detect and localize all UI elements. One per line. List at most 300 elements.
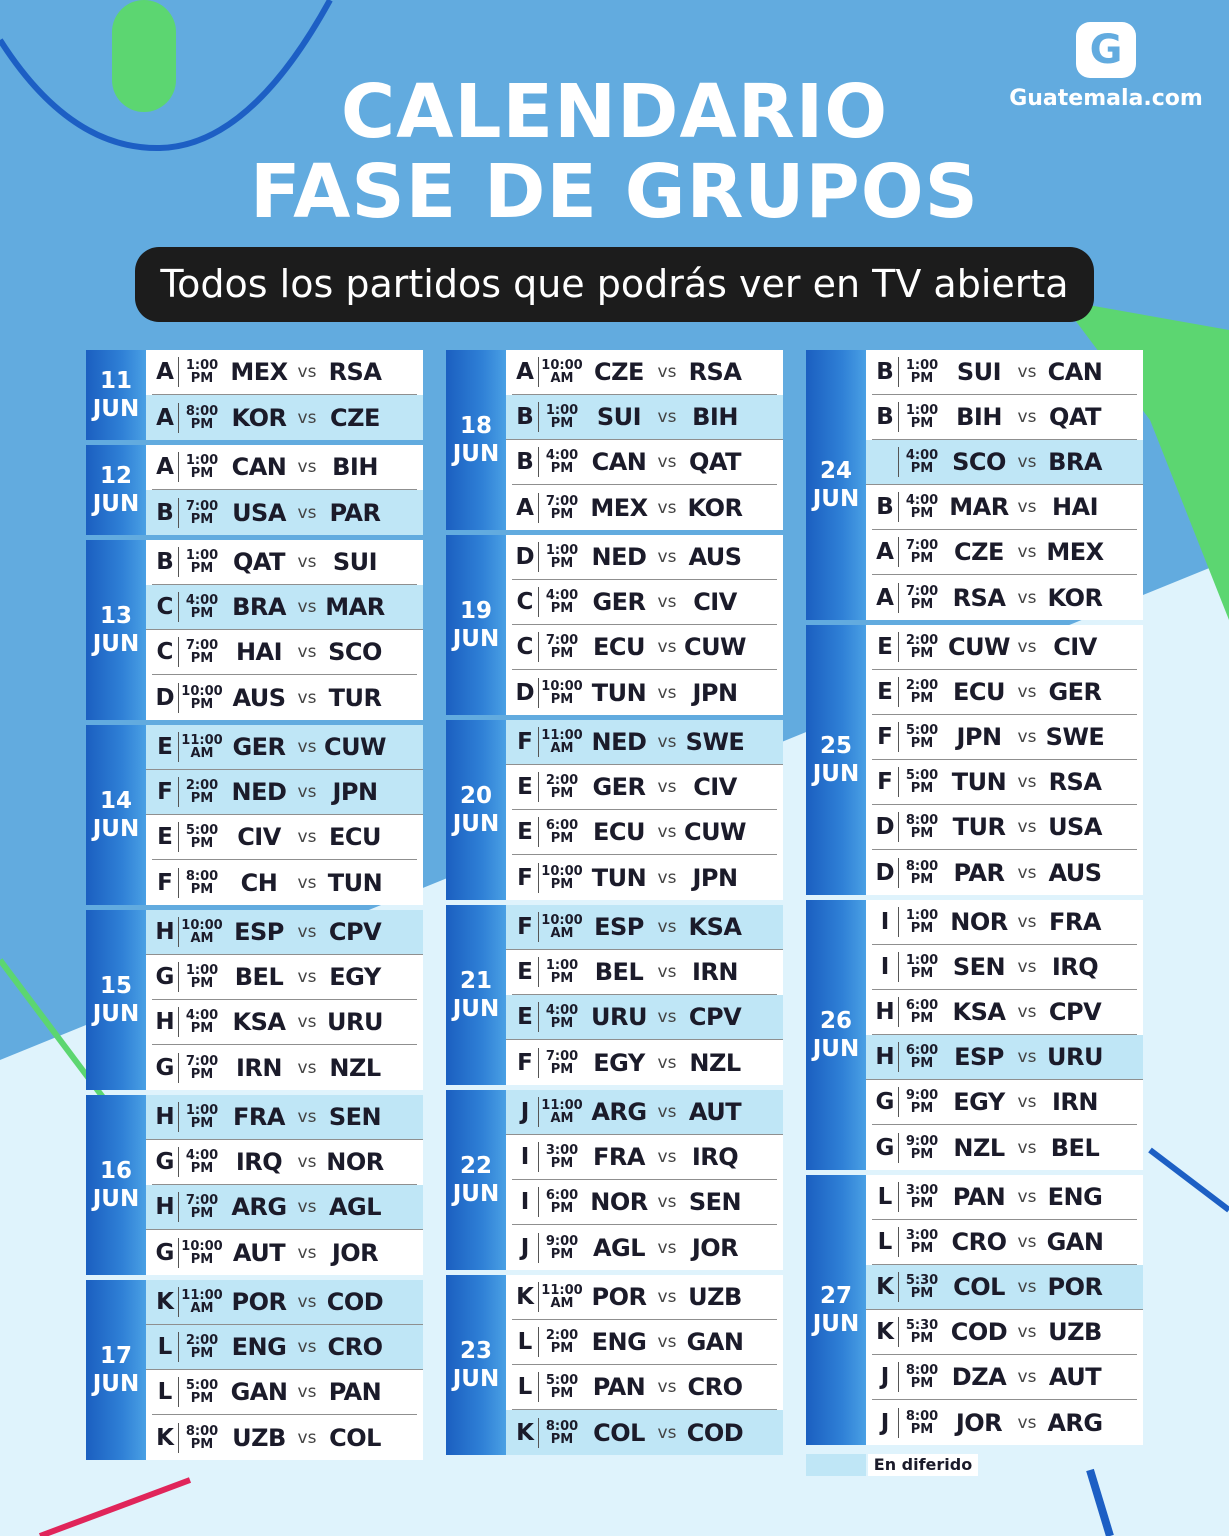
match-row (872, 900, 1137, 945)
match-row (152, 1045, 417, 1090)
time-ampm: PM (190, 606, 214, 621)
match-list (866, 625, 1143, 895)
match-row (512, 485, 777, 530)
time-ampm: PM (550, 646, 574, 661)
time-hour: 6:00 (905, 998, 939, 1013)
match-time (899, 814, 945, 840)
group-letter: A (156, 404, 174, 431)
match-list (866, 900, 1143, 1170)
away-team: CPV (328, 918, 382, 946)
time-ampm: PM (550, 971, 574, 986)
date-day: 23 (459, 1338, 492, 1364)
away-team: NZL (329, 1053, 381, 1082)
time-ampm: PM (550, 1201, 574, 1216)
time-ampm: PM (550, 691, 574, 707)
day-block (86, 910, 423, 1090)
away-team: QAT (689, 448, 741, 476)
group-letter: F (157, 869, 173, 896)
vs-label: vs (297, 782, 317, 802)
match-list (146, 540, 423, 720)
match-row (146, 910, 423, 955)
match-time (899, 1135, 945, 1161)
time-hour: 6:00 (545, 1188, 579, 1203)
time-hour: 8:00 (185, 868, 219, 884)
date-box (806, 1175, 866, 1445)
match-time (899, 449, 945, 475)
time-ampm: AM (190, 1301, 214, 1316)
home-team: CUW (947, 633, 1011, 661)
day-block (806, 625, 1143, 895)
time-ampm: PM (190, 1161, 214, 1176)
match-time (179, 1055, 225, 1081)
home-team: CH (240, 868, 278, 897)
away-team: JPN (692, 863, 738, 892)
time-ampm: PM (910, 1241, 934, 1256)
vs-label: vs (657, 962, 677, 982)
match-row (872, 945, 1137, 990)
home-team: NED (591, 728, 647, 756)
group-letter: H (155, 1104, 175, 1130)
time-hour: 7:00 (185, 1053, 219, 1069)
time-hour: 2:00 (905, 678, 939, 693)
away-team: IRN (1052, 1088, 1098, 1116)
vs-label: vs (1017, 817, 1037, 837)
time-ampm: PM (910, 1101, 934, 1116)
match-time (899, 1319, 945, 1345)
day-block (446, 1090, 783, 1270)
match-row (512, 765, 777, 810)
time-hour: 10:00 (181, 1238, 223, 1254)
group-letter: B (876, 404, 894, 430)
match-list (146, 350, 423, 440)
vs-label: vs (297, 642, 317, 662)
away-team: AGL (328, 1193, 382, 1221)
time-ampm: PM (910, 826, 934, 841)
match-time (899, 679, 945, 705)
match-row (512, 625, 777, 670)
date-month: JUN (92, 1001, 140, 1027)
match-time (179, 1334, 225, 1360)
home-team: EGY (593, 1048, 645, 1077)
group-letter: A (516, 494, 534, 521)
home-team: FRA (593, 1143, 645, 1171)
time-hour: 2:00 (185, 778, 219, 793)
home-team: PAN (952, 1183, 1006, 1211)
group-letter: E (877, 679, 893, 705)
time-ampm: PM (550, 1061, 574, 1077)
time-ampm: AM (550, 1296, 574, 1311)
match-list (146, 1280, 423, 1460)
time-ampm: PM (550, 556, 574, 571)
away-team: AUT (1048, 1363, 1102, 1391)
time-ampm: PM (550, 831, 574, 846)
away-team: CIV (693, 588, 737, 616)
match-row (152, 955, 417, 1000)
vs-label: vs (657, 452, 677, 472)
home-team: NOR (950, 908, 1008, 936)
away-team: COD (686, 1418, 744, 1447)
date-box (446, 350, 506, 530)
time-ampm: PM (190, 1021, 214, 1036)
home-team: ENG (231, 1333, 287, 1361)
group-letter: F (157, 779, 173, 805)
home-team: JPN (956, 723, 1002, 751)
group-letter: G (875, 1134, 895, 1161)
time-hour: 4:00 (545, 588, 579, 603)
vs-label: vs (657, 1192, 677, 1212)
date-month: JUN (812, 1036, 860, 1062)
home-team: BEL (594, 958, 644, 986)
time-hour: 1:00 (545, 403, 579, 418)
vs-label: vs (1017, 1092, 1037, 1112)
away-team: MAR (325, 593, 385, 621)
match-time (899, 954, 945, 980)
time-hour: 1:00 (185, 963, 219, 978)
group-letter: E (877, 634, 893, 660)
match-row (866, 1265, 1143, 1310)
home-team: GAN (230, 1378, 288, 1406)
home-team: ESP (954, 1043, 1004, 1071)
time-hour: 7:00 (185, 1193, 219, 1208)
match-time (179, 1194, 225, 1220)
vs-label: vs (297, 1197, 317, 1217)
match-time (179, 405, 225, 431)
match-row (872, 805, 1137, 850)
match-time (179, 870, 225, 896)
match-row (512, 1135, 777, 1180)
time-hour: 1:00 (545, 958, 579, 973)
match-time (899, 909, 945, 935)
away-team: CPV (1048, 998, 1102, 1026)
time-hour: 8:00 (545, 1418, 579, 1434)
home-team: MEX (230, 358, 288, 386)
vs-label: vs (1017, 1137, 1037, 1158)
match-row (512, 580, 777, 625)
match-row (872, 670, 1137, 715)
match-time (179, 359, 225, 385)
away-team: ARG (1047, 1408, 1103, 1437)
page-title-line2: FASE DE GRUPOS (250, 149, 979, 235)
match-time (539, 634, 585, 660)
away-team: NOR (326, 1148, 384, 1176)
match-list (146, 1095, 423, 1275)
match-row (872, 1175, 1137, 1220)
away-team: COL (329, 1423, 381, 1452)
vs-label: vs (1017, 497, 1037, 517)
vs-label: vs (297, 687, 317, 708)
vs-label: vs (1017, 1047, 1037, 1067)
match-row (512, 1320, 777, 1365)
group-letter: A (516, 359, 534, 385)
match-row (872, 485, 1137, 530)
match-list (506, 1090, 783, 1270)
home-team: IRN (236, 1053, 282, 1082)
time-ampm: PM (910, 1146, 934, 1162)
group-letter: B (156, 499, 174, 526)
vs-label: vs (657, 1007, 677, 1027)
time-hour: 11:00 (541, 728, 583, 743)
away-team: URU (1047, 1043, 1103, 1071)
group-letter: F (877, 724, 893, 750)
time-hour: 8:00 (905, 1363, 939, 1378)
home-team: IRQ (235, 1148, 283, 1176)
home-team: KOR (231, 403, 287, 432)
group-letter: D (875, 814, 895, 840)
away-team: AUS (1048, 858, 1102, 887)
time-ampm: PM (910, 371, 934, 386)
home-team: ESP (234, 918, 284, 946)
day-block (806, 350, 1143, 620)
home-team: QAT (233, 548, 285, 576)
time-hour: 4:00 (185, 1008, 219, 1023)
home-team: HAI (235, 638, 283, 666)
vs-label: vs (657, 867, 677, 888)
match-row (152, 445, 417, 490)
home-team: SUI (596, 403, 642, 431)
match-time (179, 1289, 225, 1315)
match-list (506, 535, 783, 715)
time-ampm: PM (910, 1331, 934, 1346)
date-box (86, 725, 146, 905)
vs-label: vs (1017, 452, 1037, 472)
home-team: AUS (232, 683, 286, 712)
home-team: TUN (591, 678, 647, 707)
match-row (512, 810, 777, 855)
match-time (899, 1184, 945, 1210)
match-row (146, 585, 423, 630)
vs-label: vs (297, 362, 317, 382)
home-team: ECU (593, 818, 645, 846)
date-month: JUN (452, 996, 500, 1022)
date-month: JUN (452, 811, 500, 837)
match-list (506, 905, 783, 1085)
away-team: RSA (1048, 768, 1102, 796)
date-day: 14 (99, 788, 132, 814)
match-row (872, 625, 1137, 670)
match-time (899, 404, 945, 430)
time-ampm: PM (190, 651, 214, 666)
match-time (539, 729, 585, 755)
time-hour: 5:30 (905, 1318, 939, 1333)
match-row (152, 1140, 417, 1185)
match-time (539, 495, 585, 521)
match-row (512, 350, 777, 395)
time-ampm: PM (550, 1156, 574, 1171)
logo-icon: G (1076, 22, 1136, 78)
group-letter: G (875, 1089, 895, 1115)
time-ampm: PM (550, 1341, 574, 1356)
match-row (506, 395, 783, 440)
group-letter: B (516, 449, 534, 475)
away-team: IRN (692, 958, 738, 986)
time-hour: 8:00 (905, 858, 939, 874)
day-block (446, 720, 783, 900)
match-time (179, 685, 225, 711)
match-row (146, 1095, 423, 1140)
day-block (806, 1175, 1143, 1445)
home-team: PAN (592, 1373, 646, 1401)
home-team: PAR (953, 858, 1005, 887)
match-time (539, 359, 585, 385)
match-time (899, 1044, 945, 1070)
match-time (179, 1379, 225, 1405)
away-team: HAI (1051, 493, 1099, 521)
match-row (866, 440, 1143, 485)
vs-label: vs (1017, 407, 1037, 427)
away-team: JOR (691, 1233, 739, 1262)
time-hour: 5:30 (905, 1273, 939, 1288)
group-letter: I (880, 909, 890, 935)
logo-text: Guatemala.com (1009, 86, 1203, 111)
time-hour: 1:00 (545, 543, 579, 558)
vs-label: vs (297, 1107, 317, 1127)
time-ampm: PM (190, 371, 214, 386)
match-row (506, 995, 783, 1040)
away-team: RSA (328, 358, 382, 386)
time-ampm: PM (190, 1116, 214, 1131)
away-team: EGY (329, 963, 381, 991)
home-team: GER (592, 588, 646, 616)
vs-label: vs (657, 682, 677, 703)
group-letter: A (156, 454, 174, 480)
time-hour: 5:00 (545, 1373, 579, 1388)
match-row (146, 1280, 423, 1325)
day-block (446, 905, 783, 1085)
group-letter: K (516, 1419, 534, 1446)
vs-label: vs (657, 1332, 677, 1352)
day-block (806, 900, 1143, 1170)
group-letter: F (517, 729, 533, 755)
vs-label: vs (657, 1377, 677, 1397)
time-hour: 9:00 (905, 1088, 939, 1103)
away-team: PAR (329, 498, 381, 527)
time-ampm: PM (910, 781, 934, 796)
match-list (506, 720, 783, 900)
day-block (86, 540, 423, 720)
match-row (872, 1355, 1137, 1400)
away-team: SEN (328, 1103, 382, 1131)
date-day: 25 (819, 733, 852, 759)
time-ampm: PM (190, 1251, 214, 1267)
match-time (539, 1329, 585, 1355)
match-row (146, 770, 423, 815)
home-team: CAN (231, 453, 287, 481)
away-team: IRQ (1051, 953, 1099, 981)
group-letter: G (155, 964, 175, 990)
date-month: JUN (92, 1371, 140, 1397)
group-letter: E (517, 1004, 533, 1030)
time-ampm: PM (550, 1246, 574, 1262)
match-row (152, 350, 417, 395)
away-team: PAN (328, 1378, 382, 1406)
match-time (899, 1229, 945, 1255)
home-team: KSA (232, 1008, 286, 1036)
match-row (152, 675, 417, 720)
time-ampm: PM (190, 1391, 214, 1406)
vs-label: vs (297, 1427, 317, 1448)
time-ampm: PM (550, 1016, 574, 1031)
home-team: URU (591, 1003, 647, 1031)
match-row (512, 670, 777, 715)
time-ampm: PM (550, 876, 574, 892)
group-letter: B (876, 494, 894, 520)
match-time (899, 1089, 945, 1115)
away-team: KOR (687, 493, 743, 522)
date-month: JUN (812, 761, 860, 787)
match-time (539, 680, 585, 706)
home-team: TUR (952, 813, 1006, 841)
match-time (899, 359, 945, 385)
match-row (146, 490, 423, 535)
away-team: GAN (1046, 1228, 1104, 1256)
match-time (539, 1420, 585, 1446)
home-team: SCO (952, 448, 1006, 476)
match-time (539, 1050, 585, 1076)
group-letter: E (517, 819, 533, 845)
vs-label: vs (297, 737, 317, 757)
away-team: CRO (687, 1373, 743, 1401)
away-team: IRQ (691, 1143, 739, 1171)
group-letter: D (515, 544, 535, 570)
time-hour: 1:00 (905, 358, 939, 373)
home-team: ESP (594, 913, 644, 941)
group-letter: B (876, 359, 894, 385)
group-letter: L (157, 1379, 173, 1405)
group-letter: C (156, 639, 174, 665)
away-team: KOR (1047, 583, 1103, 612)
home-team: ARG (231, 1193, 287, 1221)
match-time (539, 1374, 585, 1400)
group-letter: K (876, 1319, 894, 1345)
legend-swatch (806, 1454, 866, 1476)
vs-label: vs (657, 1237, 677, 1258)
time-ampm: PM (550, 1386, 574, 1401)
match-row (512, 950, 777, 995)
time-hour: 1:00 (905, 403, 939, 418)
match-row (146, 1325, 423, 1370)
date-day: 12 (99, 463, 132, 489)
vs-label: vs (297, 1057, 317, 1078)
time-hour: 5:00 (905, 723, 939, 738)
match-time (539, 1284, 585, 1310)
date-month: JUN (92, 491, 140, 517)
home-team: NZL (953, 1133, 1005, 1162)
group-letter: C (516, 589, 534, 615)
time-hour: 2:00 (545, 1328, 579, 1343)
vs-label: vs (297, 1242, 317, 1263)
time-hour: 4:00 (545, 448, 579, 463)
match-row (872, 715, 1137, 760)
home-team: ECU (953, 678, 1005, 706)
group-letter: J (880, 1409, 890, 1436)
group-letter: L (517, 1374, 533, 1400)
day-block (86, 1095, 423, 1275)
away-team: CUW (323, 733, 387, 761)
match-row (872, 1400, 1137, 1445)
date-month: JUN (452, 1181, 500, 1207)
match-time (179, 500, 225, 526)
away-team: FRA (1049, 908, 1101, 936)
vs-label: vs (657, 497, 677, 518)
group-letter: L (157, 1334, 173, 1360)
vs-label: vs (657, 1102, 677, 1122)
day-block (86, 725, 423, 905)
time-hour: 10:00 (541, 913, 583, 928)
home-team: COL (953, 1273, 1005, 1301)
time-ampm: PM (550, 1431, 574, 1447)
vs-label: vs (1017, 862, 1037, 883)
time-ampm: PM (190, 561, 214, 576)
